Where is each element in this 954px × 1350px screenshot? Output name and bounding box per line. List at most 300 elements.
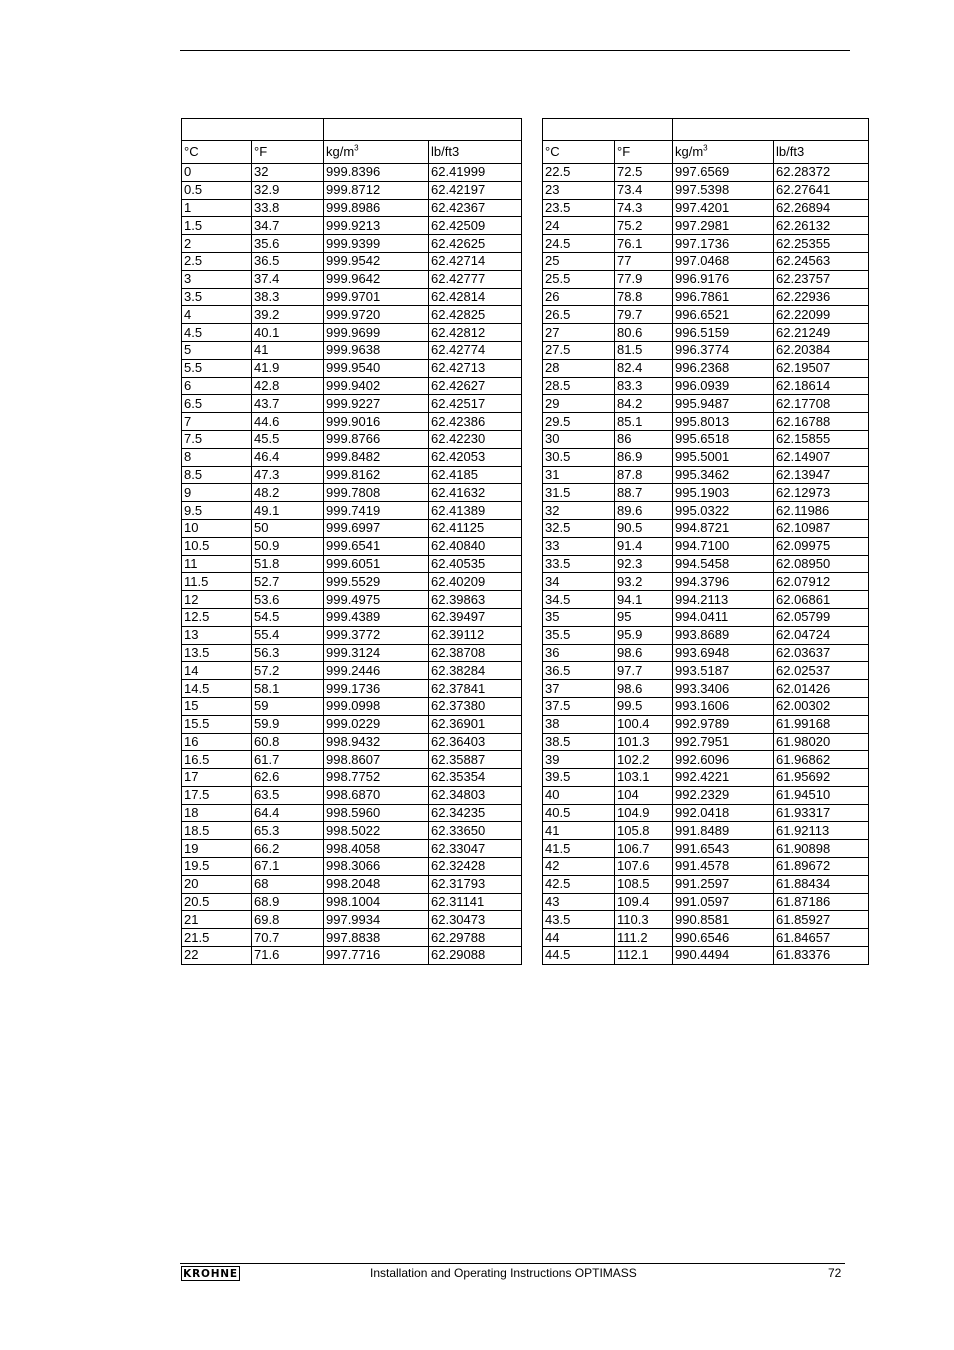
header-kg-per-m3: $kg/m^3$ <box>673 141 774 164</box>
lb-ft3-cell: 61.94510 <box>774 786 869 804</box>
kg-m3-cell: 999.9720 <box>324 306 429 324</box>
table-row <box>182 822 522 840</box>
table-row <box>182 252 522 270</box>
fahrenheit-cell: 32.9 <box>252 181 324 199</box>
lb-ft3-cell: 62.42509 <box>429 217 522 235</box>
lb-ft3-cell: 61.92113 <box>774 822 869 840</box>
lb-ft3-cell: 61.87186 <box>774 893 869 911</box>
fahrenheit-cell: 92.3 <box>615 555 673 573</box>
lb-ft3-cell: 62.41632 <box>429 484 522 502</box>
kg-m3-cell: 998.3066 <box>324 858 429 876</box>
lb-ft3-cell: 62.42367 <box>429 199 522 217</box>
kg-m3-cell: 994.8721 <box>673 519 774 537</box>
lb-ft3-cell: 62.42627 <box>429 377 522 395</box>
celsius-cell: 32.5 <box>543 519 615 537</box>
table-row <box>543 786 869 804</box>
kg-m3-cell: 997.0468 <box>673 252 774 270</box>
celsius-cell: 33.5 <box>543 555 615 573</box>
kg-m3-cell: 999.9638 <box>324 341 429 359</box>
table-row <box>543 270 869 288</box>
fahrenheit-cell: 99.5 <box>615 697 673 715</box>
lb-ft3-cell: 62.36901 <box>429 715 522 733</box>
celsius-cell: 2.5 <box>182 252 252 270</box>
fahrenheit-cell: 107.6 <box>615 858 673 876</box>
fahrenheit-cell: 47.3 <box>252 466 324 484</box>
table-row <box>543 555 869 573</box>
table-row <box>543 911 869 929</box>
table-row <box>182 875 522 893</box>
lb-ft3-cell: 62.42625 <box>429 235 522 253</box>
table-row <box>543 217 869 235</box>
celsius-cell: 3 <box>182 270 252 288</box>
lb-ft3-cell: 62.38284 <box>429 662 522 680</box>
lb-ft3-cell: 62.13947 <box>774 466 869 484</box>
celsius-cell: 0 <box>182 164 252 182</box>
table-row <box>182 804 522 822</box>
celsius-cell: 20 <box>182 875 252 893</box>
lb-ft3-cell: 61.89672 <box>774 858 869 876</box>
kg-m3-cell: 999.9402 <box>324 377 429 395</box>
lb-ft3-cell: 62.14907 <box>774 448 869 466</box>
kg-m3-cell: 991.4578 <box>673 858 774 876</box>
celsius-cell: 35 <box>543 608 615 626</box>
fahrenheit-cell: 86 <box>615 430 673 448</box>
celsius-cell: 17.5 <box>182 786 252 804</box>
kg-m3-cell: 992.4221 <box>673 769 774 787</box>
celsius-cell: 10 <box>182 519 252 537</box>
kg-m3-cell: 998.1004 <box>324 893 429 911</box>
table-row <box>182 466 522 484</box>
table-row <box>543 395 869 413</box>
lb-ft3-cell: 62.03637 <box>774 644 869 662</box>
table-row <box>543 715 869 733</box>
fahrenheit-cell: 104 <box>615 786 673 804</box>
kg-m3-cell: 992.2329 <box>673 786 774 804</box>
footer-title: Installation and Operating Instructions OPTIMASS <box>370 1266 637 1280</box>
lb-ft3-cell: 62.19507 <box>774 359 869 377</box>
kg-m3-cell: 994.0411 <box>673 608 774 626</box>
kg-m3-cell: 997.7716 <box>324 947 429 965</box>
table-row <box>543 822 869 840</box>
lb-ft3-cell: 62.41999 <box>429 164 522 182</box>
table-row <box>182 947 522 965</box>
fahrenheit-cell: 80.6 <box>615 324 673 342</box>
fahrenheit-cell: 54.5 <box>252 608 324 626</box>
fahrenheit-cell: 58.1 <box>252 680 324 698</box>
table-header-row <box>543 141 869 164</box>
kg-m3-cell: 992.7951 <box>673 733 774 751</box>
lb-ft3-cell: 62.42230 <box>429 430 522 448</box>
celsius-cell: 29.5 <box>543 413 615 431</box>
kg-m3-cell: 992.6096 <box>673 751 774 769</box>
lb-ft3-cell: 61.83376 <box>774 947 869 965</box>
kg-m3-cell: 993.5187 <box>673 662 774 680</box>
table-row <box>182 608 522 626</box>
lb-ft3-cell: 62.37841 <box>429 680 522 698</box>
table-row <box>182 858 522 876</box>
lb-ft3-cell: 62.02537 <box>774 662 869 680</box>
table-row <box>182 359 522 377</box>
fahrenheit-cell: 72.5 <box>615 164 673 182</box>
table-row <box>543 840 869 858</box>
kg-m3-cell: 999.9227 <box>324 395 429 413</box>
lb-ft3-cell: 62.24563 <box>774 252 869 270</box>
celsius-cell: 43 <box>543 893 615 911</box>
lb-ft3-cell: 61.96862 <box>774 751 869 769</box>
celsius-cell: 40.5 <box>543 804 615 822</box>
table-row <box>182 448 522 466</box>
lb-ft3-cell: 62.30473 <box>429 911 522 929</box>
table-header-blank-row <box>543 119 869 141</box>
kg-m3-cell: 999.2446 <box>324 662 429 680</box>
kg-m3-cell: 995.0322 <box>673 502 774 520</box>
lb-ft3-cell: 62.26132 <box>774 217 869 235</box>
table-row <box>543 680 869 698</box>
celsius-cell: 36 <box>543 644 615 662</box>
kg-m3-cell: 999.1736 <box>324 680 429 698</box>
lb-ft3-cell: 62.04724 <box>774 626 869 644</box>
celsius-cell: 32 <box>543 502 615 520</box>
fahrenheit-cell: 101.3 <box>615 733 673 751</box>
celsius-cell: 30 <box>543 430 615 448</box>
table-row <box>543 502 869 520</box>
kg-m3-cell: 999.9399 <box>324 235 429 253</box>
table-row <box>182 537 522 555</box>
table-row <box>543 413 869 431</box>
table-row <box>543 359 869 377</box>
lb-ft3-cell: 62.39497 <box>429 608 522 626</box>
lb-ft3-cell: 62.29788 <box>429 929 522 947</box>
celsius-cell: 11.5 <box>182 573 252 591</box>
fahrenheit-cell: 50 <box>252 519 324 537</box>
fahrenheit-cell: 103.1 <box>615 769 673 787</box>
lb-ft3-cell: 62.42777 <box>429 270 522 288</box>
table-row <box>543 537 869 555</box>
celsius-cell: 13 <box>182 626 252 644</box>
lb-ft3-cell: 62.33650 <box>429 822 522 840</box>
table-row <box>543 324 869 342</box>
fahrenheit-cell: 112.1 <box>615 947 673 965</box>
kg-m3-cell: 998.9432 <box>324 733 429 751</box>
kg-m3-cell: 995.5001 <box>673 448 774 466</box>
celsius-cell: 6 <box>182 377 252 395</box>
kg-m3-cell: 994.5458 <box>673 555 774 573</box>
table-row <box>543 769 869 787</box>
table-row <box>182 164 522 182</box>
celsius-cell: 29 <box>543 395 615 413</box>
table-row <box>182 680 522 698</box>
kg-m3-cell: 994.7100 <box>673 537 774 555</box>
fahrenheit-cell: 67.1 <box>252 858 324 876</box>
fahrenheit-cell: 91.4 <box>615 537 673 555</box>
celsius-cell: 11 <box>182 555 252 573</box>
celsius-cell: 3.5 <box>182 288 252 306</box>
kg-m3-cell: 999.8482 <box>324 448 429 466</box>
table-row <box>182 662 522 680</box>
lb-ft3-cell: 62.42053 <box>429 448 522 466</box>
celsius-cell: 21 <box>182 911 252 929</box>
lb-ft3-cell: 62.16788 <box>774 413 869 431</box>
header-kg-per-m3: $kg/m^3$ <box>324 141 429 164</box>
fahrenheit-cell: 38.3 <box>252 288 324 306</box>
fahrenheit-cell: 40.1 <box>252 324 324 342</box>
celsius-cell: 12.5 <box>182 608 252 626</box>
table-row <box>543 573 869 591</box>
celsius-cell: 16 <box>182 733 252 751</box>
table-row <box>182 555 522 573</box>
kg-m3-cell: 998.7752 <box>324 769 429 787</box>
kg-m3-cell: 999.9540 <box>324 359 429 377</box>
fahrenheit-cell: 70.7 <box>252 929 324 947</box>
lb-ft3-cell: 61.93317 <box>774 804 869 822</box>
table-row <box>182 644 522 662</box>
celsius-cell: 19.5 <box>182 858 252 876</box>
table-row <box>543 947 869 965</box>
fahrenheit-cell: 69.8 <box>252 911 324 929</box>
table-row <box>543 181 869 199</box>
table-row <box>182 306 522 324</box>
table-row <box>182 697 522 715</box>
celsius-cell: 44.5 <box>543 947 615 965</box>
fahrenheit-cell: 64.4 <box>252 804 324 822</box>
fahrenheit-cell: 46.4 <box>252 448 324 466</box>
fahrenheit-cell: 106.7 <box>615 840 673 858</box>
kg-m3-cell: 997.8838 <box>324 929 429 947</box>
fahrenheit-cell: 53.6 <box>252 591 324 609</box>
celsius-cell: 5.5 <box>182 359 252 377</box>
lb-ft3-cell: 62.40209 <box>429 573 522 591</box>
lb-ft3-cell: 62.22099 <box>774 306 869 324</box>
lb-ft3-cell: 62.01426 <box>774 680 869 698</box>
table-row <box>543 430 869 448</box>
lb-ft3-cell: 62.07912 <box>774 573 869 591</box>
celsius-cell: 18 <box>182 804 252 822</box>
kg-m3-cell: 998.5022 <box>324 822 429 840</box>
kg-m3-cell: 996.9176 <box>673 270 774 288</box>
kg-m3-cell: 997.4201 <box>673 199 774 217</box>
lb-ft3-cell: 62.18614 <box>774 377 869 395</box>
celsius-cell: 35.5 <box>543 626 615 644</box>
kg-m3-cell: 999.0229 <box>324 715 429 733</box>
fahrenheit-cell: 57.2 <box>252 662 324 680</box>
kg-m3-cell: 999.6997 <box>324 519 429 537</box>
lb-ft3-cell: 62.20384 <box>774 341 869 359</box>
celsius-cell: 8 <box>182 448 252 466</box>
fahrenheit-cell: 74.3 <box>615 199 673 217</box>
fahrenheit-cell: 93.2 <box>615 573 673 591</box>
kg-m3-cell: 990.4494 <box>673 947 774 965</box>
fahrenheit-cell: 87.8 <box>615 466 673 484</box>
table-row <box>182 288 522 306</box>
fahrenheit-cell: 104.9 <box>615 804 673 822</box>
lb-ft3-cell: 62.31141 <box>429 893 522 911</box>
table-header-blank-row <box>182 119 522 141</box>
kg-m3-cell: 999.9699 <box>324 324 429 342</box>
header-fahrenheit: °F <box>615 141 673 164</box>
celsius-cell: 18.5 <box>182 822 252 840</box>
lb-ft3-cell: 62.39863 <box>429 591 522 609</box>
celsius-cell: 19 <box>182 840 252 858</box>
celsius-cell: 6.5 <box>182 395 252 413</box>
kg-m3-cell: 994.2113 <box>673 591 774 609</box>
table-row <box>182 430 522 448</box>
table-row <box>543 733 869 751</box>
table-row <box>543 591 869 609</box>
fahrenheit-cell: 77 <box>615 252 673 270</box>
lb-ft3-cell: 61.98020 <box>774 733 869 751</box>
fahrenheit-cell: 85.1 <box>615 413 673 431</box>
lb-ft3-cell: 62.25355 <box>774 235 869 253</box>
celsius-cell: 41 <box>543 822 615 840</box>
lb-ft3-cell: 62.42814 <box>429 288 522 306</box>
fahrenheit-cell: 62.6 <box>252 769 324 787</box>
lb-ft3-cell: 62.31793 <box>429 875 522 893</box>
lb-ft3-cell: 62.4185 <box>429 466 522 484</box>
lb-ft3-cell: 62.34235 <box>429 804 522 822</box>
kg-m3-cell: 999.6051 <box>324 555 429 573</box>
table-row <box>543 377 869 395</box>
kg-m3-cell: 997.6569 <box>673 164 774 182</box>
table-row <box>182 751 522 769</box>
table-row <box>182 786 522 804</box>
header-fahrenheit: °F <box>252 141 324 164</box>
header-celsius: °C <box>182 141 252 164</box>
lb-ft3-cell: 62.42386 <box>429 413 522 431</box>
fahrenheit-cell: 45.5 <box>252 430 324 448</box>
table-row <box>543 199 869 217</box>
table-row <box>182 395 522 413</box>
celsius-cell: 10.5 <box>182 537 252 555</box>
lb-ft3-cell: 62.05799 <box>774 608 869 626</box>
kg-m3-cell: 990.8581 <box>673 911 774 929</box>
celsius-cell: 28.5 <box>543 377 615 395</box>
lb-ft3-cell: 62.41389 <box>429 502 522 520</box>
kg-m3-cell: 999.8162 <box>324 466 429 484</box>
fahrenheit-cell: 37.4 <box>252 270 324 288</box>
lb-ft3-cell: 62.35354 <box>429 769 522 787</box>
kg-m3-cell: 995.1903 <box>673 484 774 502</box>
fahrenheit-cell: 79.7 <box>615 306 673 324</box>
celsius-cell: 42 <box>543 858 615 876</box>
celsius-cell: 26 <box>543 288 615 306</box>
fahrenheit-cell: 68.9 <box>252 893 324 911</box>
kg-m3-cell: 999.4975 <box>324 591 429 609</box>
table-row <box>543 626 869 644</box>
kg-m3-cell: 999.9213 <box>324 217 429 235</box>
table-row <box>543 751 869 769</box>
lb-ft3-cell: 62.00302 <box>774 697 869 715</box>
kg-m3-cell: 999.7419 <box>324 502 429 520</box>
celsius-cell: 40 <box>543 786 615 804</box>
fahrenheit-cell: 89.6 <box>615 502 673 520</box>
lb-ft3-cell: 61.88434 <box>774 875 869 893</box>
lb-ft3-cell: 62.41125 <box>429 519 522 537</box>
kg-m3-cell: 999.9701 <box>324 288 429 306</box>
fahrenheit-cell: 82.4 <box>615 359 673 377</box>
lb-ft3-cell: 62.42713 <box>429 359 522 377</box>
celsius-cell: 30.5 <box>543 448 615 466</box>
table-row <box>543 893 869 911</box>
fahrenheit-cell: 97.7 <box>615 662 673 680</box>
celsius-cell: 38.5 <box>543 733 615 751</box>
celsius-cell: 16.5 <box>182 751 252 769</box>
header-celsius: °C <box>543 141 615 164</box>
fahrenheit-cell: 43.7 <box>252 395 324 413</box>
fahrenheit-cell: 61.7 <box>252 751 324 769</box>
kg-m3-cell: 997.2981 <box>673 217 774 235</box>
fahrenheit-cell: 41 <box>252 341 324 359</box>
celsius-cell: 21.5 <box>182 929 252 947</box>
lb-ft3-cell: 62.34803 <box>429 786 522 804</box>
table-row <box>543 252 869 270</box>
kg-m3-cell: 993.3406 <box>673 680 774 698</box>
lb-ft3-cell: 62.08950 <box>774 555 869 573</box>
table-row <box>543 341 869 359</box>
celsius-cell: 2 <box>182 235 252 253</box>
celsius-cell: 36.5 <box>543 662 615 680</box>
fahrenheit-cell: 49.1 <box>252 502 324 520</box>
table-row <box>182 502 522 520</box>
fahrenheit-cell: 78.8 <box>615 288 673 306</box>
celsius-cell: 0.5 <box>182 181 252 199</box>
celsius-cell: 41.5 <box>543 840 615 858</box>
fahrenheit-cell: 102.2 <box>615 751 673 769</box>
celsius-cell: 24 <box>543 217 615 235</box>
celsius-cell: 43.5 <box>543 911 615 929</box>
celsius-cell: 39.5 <box>543 769 615 787</box>
lb-ft3-cell: 62.17708 <box>774 395 869 413</box>
celsius-cell: 23.5 <box>543 199 615 217</box>
celsius-cell: 25 <box>543 252 615 270</box>
lb-ft3-cell: 62.15855 <box>774 430 869 448</box>
kg-m3-cell: 999.3772 <box>324 626 429 644</box>
fahrenheit-cell: 66.2 <box>252 840 324 858</box>
table-row <box>182 235 522 253</box>
table-row <box>543 448 869 466</box>
kg-m3-cell: 997.1736 <box>673 235 774 253</box>
lb-ft3-cell: 62.10987 <box>774 519 869 537</box>
fahrenheit-cell: 35.6 <box>252 235 324 253</box>
lb-ft3-cell: 62.42825 <box>429 306 522 324</box>
fahrenheit-cell: 71.6 <box>252 947 324 965</box>
table-row <box>543 858 869 876</box>
table-row <box>182 324 522 342</box>
celsius-cell: 20.5 <box>182 893 252 911</box>
celsius-cell: 8.5 <box>182 466 252 484</box>
table-row <box>543 484 869 502</box>
kg-m3-cell: 997.5398 <box>673 181 774 199</box>
table-left-body <box>182 119 522 965</box>
lb-ft3-cell: 62.35887 <box>429 751 522 769</box>
celsius-cell: 13.5 <box>182 644 252 662</box>
table-row <box>543 306 869 324</box>
fahrenheit-cell: 95.9 <box>615 626 673 644</box>
table-row <box>182 591 522 609</box>
table-row <box>182 893 522 911</box>
table-row <box>182 377 522 395</box>
celsius-cell: 4.5 <box>182 324 252 342</box>
kg-m3-cell: 995.3462 <box>673 466 774 484</box>
kg-m3-cell: 997.9934 <box>324 911 429 929</box>
table-header-row <box>182 141 522 164</box>
table-row <box>543 929 869 947</box>
table-row <box>182 181 522 199</box>
kg-m3-cell: 991.6543 <box>673 840 774 858</box>
header-lb-per-ft3: lb/ft3 <box>429 141 522 164</box>
celsius-cell: 17 <box>182 769 252 787</box>
celsius-cell: 28 <box>543 359 615 377</box>
table-row <box>543 288 869 306</box>
